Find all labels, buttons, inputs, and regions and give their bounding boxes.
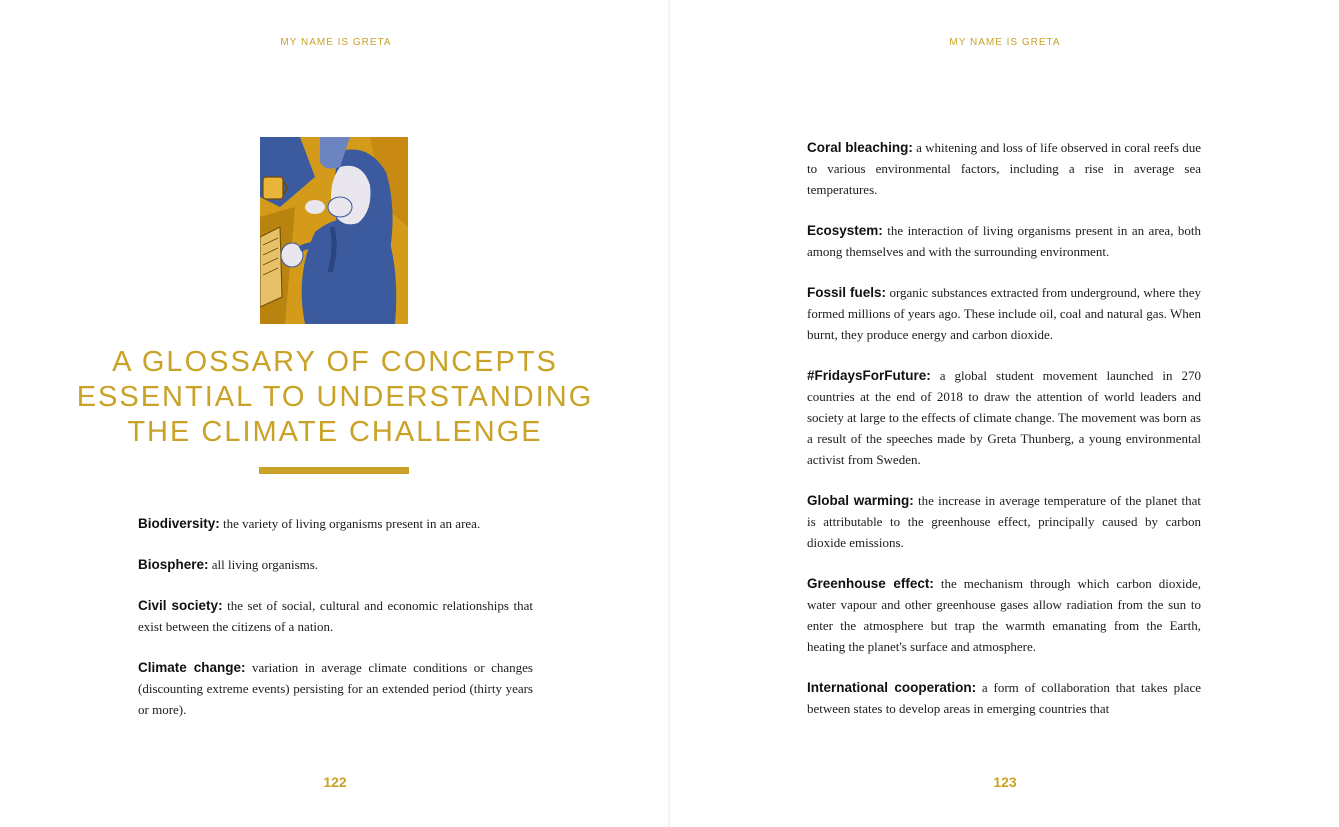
glossary-definition: a global student movement launched in 270 countries at the end of 2018 to draw the attention of world leaders and society at large to the effects of climate change. The movement was born as a result of the speeches made by Greta Thunberg, a young environmental activist from Sweden. <box>807 368 1201 467</box>
glossary-definition: the set of social, cultural and economic relationships that exist between the citizens of a nation. <box>138 598 533 634</box>
glossary-entry <box>807 137 1201 200</box>
glossary-term: Ecosystem: <box>807 223 883 238</box>
title-rule <box>259 467 409 474</box>
glossary-entry <box>807 220 1201 262</box>
glossary-definition: the variety of living organisms present in an area. <box>219 516 481 531</box>
running-head: MY NAME IS GRETA <box>280 37 392 48</box>
page-number: 122 <box>323 774 347 790</box>
glossary-entry <box>138 554 533 575</box>
glossary-term: Biosphere: <box>138 557 209 572</box>
left-page <box>0 0 669 827</box>
chapter-title-line: THE CLIMATE CHALLENGE <box>127 416 543 448</box>
glossary-definition: the interaction of living organisms present in an area, both among themselves and with the surrounding environment. <box>807 223 1201 259</box>
right-page <box>670 0 1339 827</box>
glossary-term: Fossil fuels: <box>807 285 886 300</box>
glossary-term: Greenhouse effect: <box>807 576 934 591</box>
glossary-definition: the mechanism through which carbon dioxide, water vapour and other greenhouse gases allow radiation from the sun to enter the atmosphere but trap the warmth emanating from the Earth, heating the planet's surface and atmosphere. <box>807 576 1201 654</box>
glossary-term: Coral bleaching: <box>807 140 913 155</box>
glossary-entry <box>807 573 1201 657</box>
glossary-entry <box>807 282 1201 345</box>
glossary-entry <box>138 513 533 534</box>
chapter-title <box>60 345 610 450</box>
glossary-term: International cooperation: <box>807 680 977 695</box>
glossary-entry <box>138 657 533 720</box>
glossary-list-left <box>138 513 533 740</box>
glossary-entry <box>807 677 1201 719</box>
greta-illustration <box>260 137 408 324</box>
glossary-term: #FridaysForFuture: <box>807 368 931 383</box>
glossary-entry <box>807 490 1201 553</box>
glossary-definition: a form of collaboration that takes place between states to develop areas in emerging countries that <box>807 680 1201 716</box>
glossary-term: Civil society: <box>138 598 223 613</box>
glossary-term: Biodiversity: <box>138 516 220 531</box>
glossary-definition: variation in average climate conditions or changes (discounting extreme events) persisting for an extended period (thirty years or more). <box>138 660 533 717</box>
glossary-term: Global warming: <box>807 493 914 508</box>
chapter-title-line: ESSENTIAL TO UNDERSTANDING <box>76 381 594 413</box>
glossary-definition: a whitening and loss of life observed in coral reefs due to various environmental factors, including a rise in average sea temperatures. <box>807 140 1201 197</box>
glossary-definition: organic substances extracted from underground, where they formed millions of years ago. These include oil, coal and natural gas. When burnt, they produce energy and carbon dioxide. <box>807 285 1202 342</box>
glossary-entry <box>807 365 1201 470</box>
running-head: MY NAME IS GRETA <box>949 37 1061 48</box>
glossary-definition: the increase in average temperature of the planet that is attributable to the greenhouse effect, principally caused by carbon dioxide emissions. <box>807 493 1201 550</box>
glossary-list-right <box>807 137 1201 739</box>
illustration-image <box>260 137 408 324</box>
page-number: 123 <box>993 774 1017 790</box>
chapter-title-line: A GLOSSARY OF CONCEPTS <box>112 346 558 378</box>
glossary-term: Climate change: <box>138 660 246 675</box>
glossary-entry <box>138 595 533 637</box>
glossary-definition: all living organisms. <box>208 557 319 572</box>
